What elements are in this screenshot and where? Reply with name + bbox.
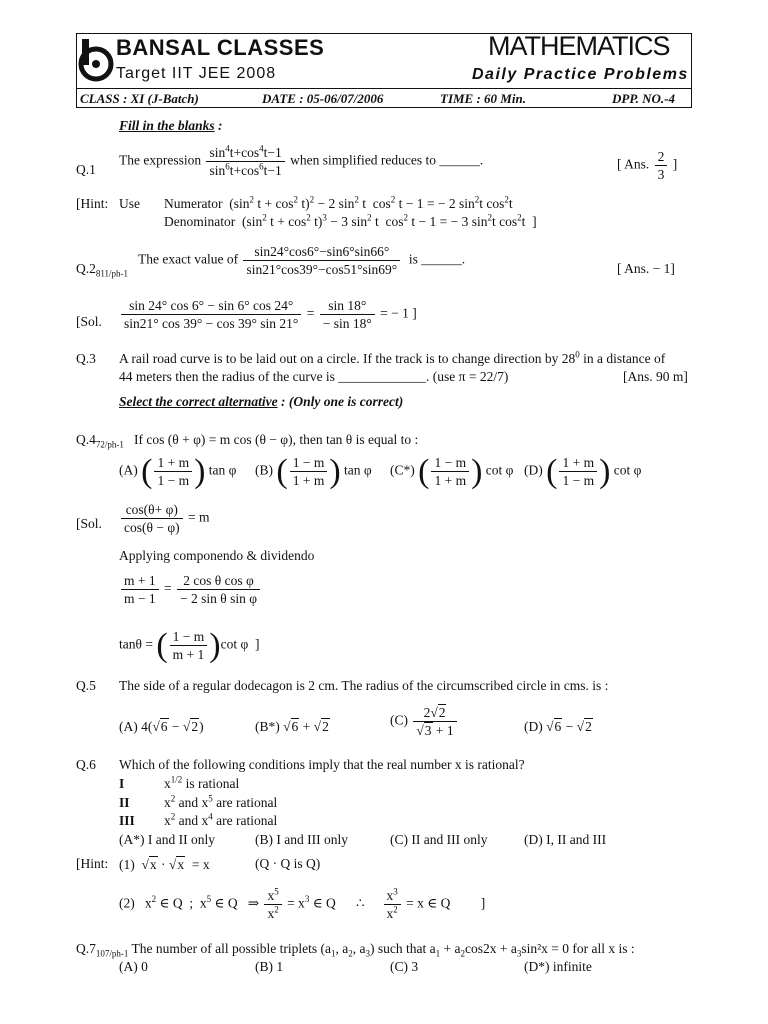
option-d[interactable]: (D) √6 − √2	[524, 719, 592, 734]
q-ref: 107/ph-1	[95, 948, 129, 959]
q-no: Q.4	[76, 432, 96, 447]
option-b[interactable]: (B) ( $\frac{1 - m}{1 + m}$ ) tan φ	[255, 452, 372, 490]
solution-label: [Sol.	[76, 516, 102, 531]
option-d[interactable]: (D) I, II and III	[524, 832, 607, 847]
condition-2-text: $x^2$ and $x^5$ are rational	[164, 793, 278, 810]
solution-line-3: tanθ = ( $\frac{1 - m}{m + 1}$ )cot φ ]	[119, 626, 260, 664]
question-number: Q.6	[76, 757, 96, 772]
answer-numerator: 2	[655, 148, 668, 166]
option-label: (B)	[255, 462, 273, 478]
hint-den-label: Denominator	[164, 214, 236, 229]
option-d[interactable]: (D) ( $\frac{1 + m}{1 - m}$ ) cot φ	[524, 452, 642, 490]
section-fill-blanks: Fill in the blanks :	[119, 118, 223, 133]
condition-2	[119, 795, 130, 811]
hint-use: Use	[119, 196, 140, 211]
question-number	[76, 261, 128, 277]
option-label: (A)	[119, 462, 138, 478]
answer: [ Ans. − 1]	[617, 261, 675, 276]
hint-step-1: (1) √x · √x = x	[119, 857, 210, 872]
answer-close: ]	[672, 156, 678, 172]
answer: [Ans. 90 m]	[623, 369, 688, 384]
question-number: Q.3	[76, 351, 96, 366]
answer	[617, 148, 677, 183]
solution-label: [Sol.	[76, 314, 102, 329]
option-label: (B*)	[255, 719, 280, 734]
question-line-1: A rail road curve is to be laid out on a circle. If the track is to change direction by $28^0$ in a distance of	[119, 349, 666, 366]
section-note: : (Only one is correct)	[280, 394, 404, 409]
option-a[interactable]: (A) 4(√6 − √2)	[119, 719, 204, 734]
header-box	[76, 33, 692, 108]
hint-step-1-note: (Q · Q is Q)	[255, 856, 321, 871]
condition-value: are rational	[216, 813, 278, 828]
q3-text: in a distance of	[583, 351, 666, 366]
answer-label: [ Ans.	[617, 156, 650, 172]
hint-label: [Hint:	[76, 856, 109, 871]
option-b[interactable]: (B*) √6 + √2	[255, 719, 329, 734]
solution-line-2: $\frac{m + 1}{m - 1}$ = $\frac{\text{2 cos θ cos φ}}{\text{− 2 sin θ sin φ}}$	[119, 572, 262, 607]
hint-numerator: Numerator ($\sin^2$ $t + \cos^2 t)^2 - 2$ $\sin^2 t$ $\cos^2 t - 1$ = − 2 $\sin^2t$ $\cos^2t$	[164, 194, 513, 211]
option-c[interactable]: (C) 3	[390, 959, 419, 974]
condition-3	[119, 813, 135, 829]
solution-expression: $\frac{\sin 24^\circ \cos 6^\circ - \sin 6^\circ \cos 24^\circ}{\sin 21^\circ \cos 39^\circ - \cos 39^\circ \sin 21^\circ}$ = $\frac{\sin 18^\circ}{- \sin 18^\circ}$ = − 1 ]	[119, 297, 417, 332]
option-d[interactable]: (D*) infinite	[524, 959, 592, 974]
option-c[interactable]: (C*) ( $\frac{1 - m}{1 + m}$ ) cot φ	[390, 452, 514, 490]
subject-title: MATHEMATICS	[488, 31, 670, 61]
question-stem: The side of a regular dodecagon is 2 cm. The radius of the circumscribed circle in cms. is :	[119, 678, 609, 693]
q-ref: 811/ph-1	[95, 268, 129, 279]
question-stem	[119, 144, 483, 179]
question-stem	[138, 243, 465, 278]
condition-key: III	[119, 813, 135, 828]
q-ref: 72/ph-1	[95, 439, 124, 450]
option-c[interactable]: (C) II and III only	[390, 832, 488, 847]
section-title: Select the correct alternative	[119, 394, 278, 409]
target-line: Target IIT JEE 2008	[116, 65, 277, 82]
option-b[interactable]: (B) I and III only	[255, 832, 348, 847]
condition-key: II	[119, 795, 130, 810]
stem-text: The exact value of	[138, 251, 239, 267]
condition-value: is rational	[185, 776, 240, 791]
institute-name: BANSAL CLASSES	[116, 35, 325, 60]
solution-line-1: $\frac{\cos(\theta+ \varphi)}{\cos(\theta - \varphi)}$ = m	[119, 501, 209, 536]
option-a[interactable]: (A*) I and II only	[119, 832, 215, 847]
stem-text: is ______.	[408, 251, 466, 267]
question-stem: $Q.7_{107/ph-1}$ The number of all possible triplets ($a_1$, $a_2$, $a_3$) such that $a_1 + a_2\cos 2x + a_3\sin^2x = 0$ for all x is :	[76, 941, 635, 959]
question-number	[76, 432, 124, 448]
option-a[interactable]: (A) 0	[119, 959, 148, 974]
option-label: (A)	[119, 719, 138, 734]
solution-result: = − 1 ]	[380, 305, 417, 321]
stem-text: The expression	[119, 152, 202, 168]
hint-label: [Hint:	[76, 196, 109, 211]
solution-step: Applying componendo & dividendo	[119, 548, 315, 563]
question-number: Q.1	[76, 162, 96, 177]
option-label: (C)	[390, 712, 408, 728]
option-label: (C*)	[390, 462, 415, 478]
dpp-label: DPP. NO.-4	[612, 91, 675, 106]
stem-text: The number of all possible triplets	[131, 941, 318, 956]
stem-text: when simplified reduces to ______.	[290, 152, 484, 168]
class-label: CLASS : XI (J-Batch)	[80, 91, 199, 106]
q3-text: A rail road curve is to be laid out on a circle. If the track is to change direction by 28	[119, 351, 576, 366]
hint-num: (2)	[119, 895, 135, 911]
q-no: Q.7	[76, 941, 96, 956]
series-title: Daily Practice Problems	[472, 66, 689, 83]
stem-text: such that	[377, 941, 427, 956]
hint-num-label: Numerator	[164, 196, 223, 211]
expression-fraction: $\frac{\sin^4t+\cos^4t-1}{\sin^6t+\cos^6t-1}$	[206, 144, 284, 179]
condition-1-text: $x^{1/2}$ is rational	[164, 774, 240, 791]
section-correct-alternative	[119, 394, 403, 410]
option-a[interactable]: (A) ( $\frac{1 + m}{1 - m}$ ) tan φ	[119, 452, 237, 490]
condition-key: I	[119, 776, 125, 791]
hint-step-2: (2) $x^2$ ∈ Q ; $x^5$ ∈ Q ⇒ $\frac{x^5}{x^2}$ = $x^3$ ∈ Q ∴ $\frac{x^3}{x^2}$ = x ∈ Q ]	[119, 886, 486, 921]
question-stem: Which of the following conditions imply that the real number x is rational?	[119, 757, 525, 772]
option-label: (D)	[524, 719, 543, 734]
q-no: Q.2	[76, 261, 96, 276]
time-label: TIME : 60 Min.	[440, 91, 526, 106]
expression-fraction: $\frac{\sin 24^\circ\cos 6^\circ-\sin 6^\circ\sin 66^\circ}{\sin 21^\circ\cos 39^\circ-\cos 51^\circ\sin 69^\circ}$	[243, 243, 400, 278]
condition-3-text: $x^2$ and $x^4$ are rational	[164, 811, 278, 828]
stem-text: for all x is :	[572, 941, 635, 956]
date-label: DATE : 05-06/07/2006	[262, 91, 384, 106]
question-number: Q.5	[76, 678, 96, 693]
option-c[interactable]: (C) $\frac{2√2}{√3 + 1}$	[390, 704, 459, 739]
section-title: Fill in the blanks	[119, 118, 215, 133]
option-b[interactable]: (B) 1	[255, 959, 284, 974]
hint-denominator: Denominator ($\sin^2$ $t + \cos^2 t)^3 - 3$ $\sin^2 t$ $\cos^2 t - 1$ = − 3 $\sin^2t$ $\cos^2t$ ]	[164, 212, 537, 229]
question-stem: If cos (θ + φ) = m cos (θ − φ), then tan θ is equal to :	[134, 432, 419, 447]
condition-1	[119, 776, 124, 792]
option-label: (D)	[524, 462, 543, 478]
question-line-2: 44 meters then the radius of the curve is _____________. (use π = 22/7)	[119, 369, 509, 384]
condition-value: are rational	[216, 795, 278, 810]
hint-num: (1)	[119, 857, 135, 872]
answer-denominator: 3	[657, 167, 665, 182]
